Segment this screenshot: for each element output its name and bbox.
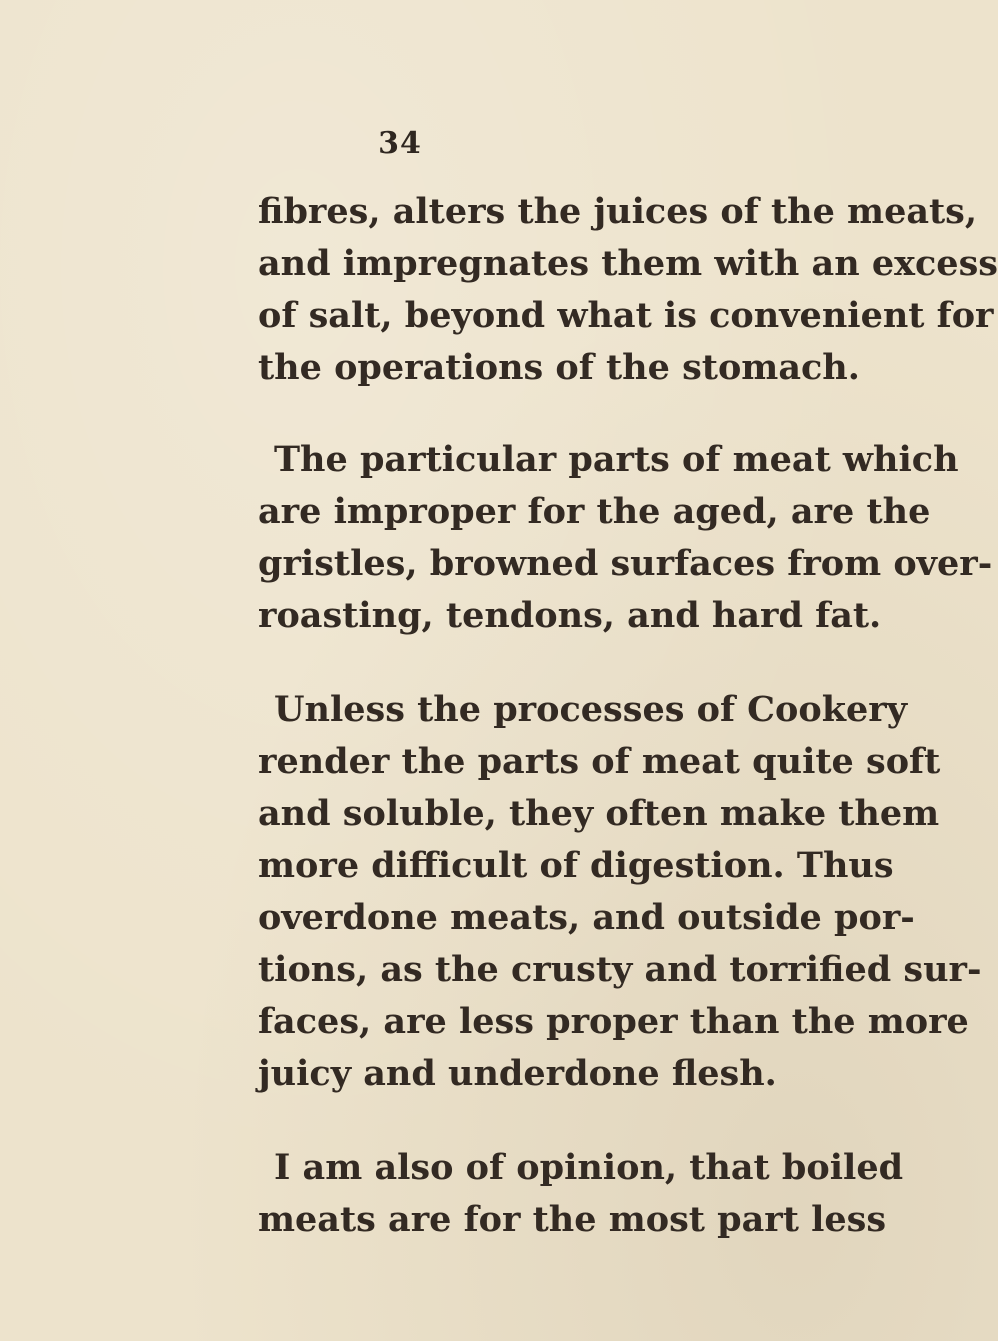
text-line: and soluble, they often make them [258,793,940,834]
text-line: Unless the processes of Cookery [274,689,908,730]
text-line: overdone meats, and outside por- [258,897,915,938]
text-line: more difficult of digestion. Thus [258,845,894,886]
text-line: I am also of opinion, that boiled [274,1147,904,1188]
text-line: juicy and underdone flesh. [258,1053,777,1094]
text-line: and impregnates them with an excess [258,243,998,284]
text-line: are improper for the aged, are the [258,491,931,532]
text-line: the operations of the stomach. [258,347,860,388]
text-line: The particular parts of meat which [274,439,959,480]
text-line: roasting, tendons, and hard fat. [258,595,882,636]
text-line: faces, are less proper than the more [258,1001,969,1042]
text-line: render the parts of meat quite soft [258,741,941,782]
page-number: 34 [378,126,422,161]
text-line: fibres, alters the juices of the meats, [258,191,978,232]
text-line: tions, as the crusty and torrified sur- [258,949,982,990]
text-line: gristles, browned surfaces from over- [258,543,993,584]
text-line: of salt, beyond what is convenient for [258,295,994,336]
text-line: meats are for the most part less [258,1199,887,1240]
